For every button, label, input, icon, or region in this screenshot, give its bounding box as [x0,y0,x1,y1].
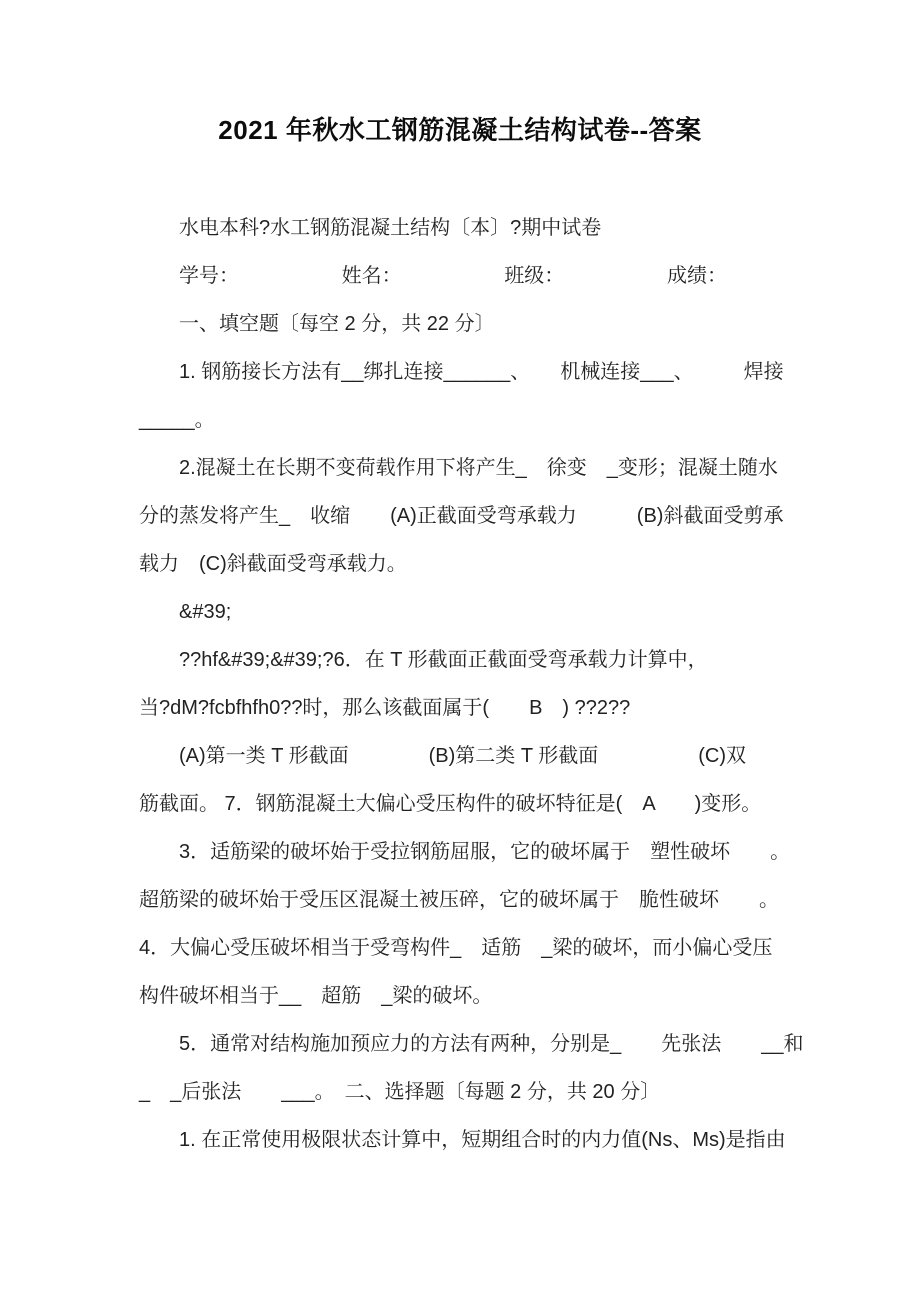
document-line: _____。 [139,409,215,431]
score-label: 成绩： [666,265,727,287]
section-heading-fill-blanks: 一、填空题〔每空 2 分，共 22 分〕 [179,313,495,335]
document-line: 5．通常对结构施加预应力的方法有两种，分别是_ 先张法 __和 [179,1033,804,1055]
document-line: ??hf&#39;&#39;?6．在 T 形截面正截面受弯承载力计算中， [179,649,708,671]
document-line: 1. 在正常使用极限状态计算中，短期组合时的内力值(Ns、Ms)是指由 [179,1129,786,1151]
student-id-label: 学号： [179,265,239,287]
document-title: 2021 年秋水工钢筋混凝土结构试卷--答案 [218,115,702,145]
document-line: 2.混凝土在长期不变荷载作用下将产生_ 徐变 _变形；混凝土随水 [179,457,778,479]
document-line: 3．适筋梁的破坏始于受拉钢筋屈服，它的破坏属于 塑性破坏 。 [179,841,791,863]
class-label: 班级： [504,265,565,287]
document-line: 载力 (C)斜截面受弯承载力。 [139,553,407,575]
document-subtitle: 水电本科?水工钢筋混凝土结构〔本〕?期中试卷 [179,217,602,239]
document-line: 1. 钢筋接长方法有__绑扎连接______、 机械连接___、 焊接 [179,361,784,383]
name-label: 姓名： [341,265,402,287]
document-line: 4．大偏心受压破坏相当于受弯构件_ 适筋 _梁的破坏，而小偏心受压 [139,937,773,959]
document-line: (A)第一类 T 形截面 (B)第二类 T 形截面 (C)双 [179,745,747,767]
document-line: &#39; [179,601,232,623]
document-line: 当?dM?fcbfhfh0??时，那么该截面属于( B ) ??2?? [139,697,631,719]
document-line: _ _后张法 ___。 二、选择题〔每题 2 分，共 20 分〕 [139,1081,661,1103]
document-line: 构件破坏相当于__ 超筋 _梁的破坏。 [139,985,493,1007]
header-fields-row [179,252,727,300]
document-body [0,204,920,1164]
document-line: 筋截面。 7．钢筋混凝土大偏心受压构件的破坏特征是( A )变形。 [139,793,762,815]
document-line: 分的蒸发将产生_ 收缩 (A)正截面受弯承载力 (B)斜截面受剪承 [139,505,784,527]
document-line: 超筋梁的破坏始于受压区混凝土被压碎，它的破坏属于 脆性破坏 。 [139,889,779,911]
